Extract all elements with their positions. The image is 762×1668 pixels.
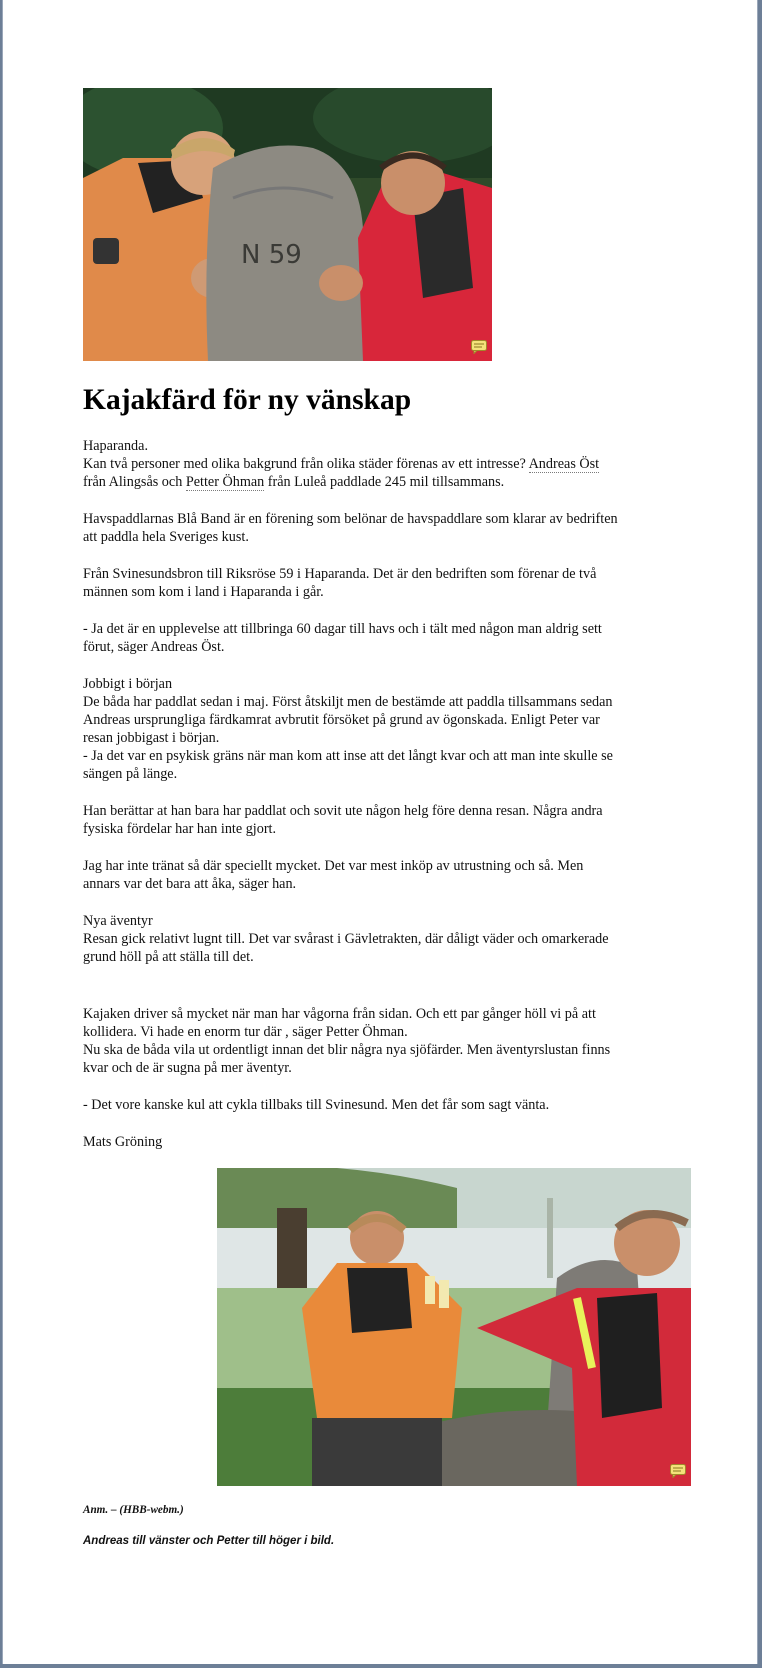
body-line: Jag har inte tränat så där speciellt mycket. Det var mest inköp av utrustning och så. Men — [83, 858, 584, 874]
photo-toast-art — [217, 1168, 691, 1486]
body-line: - Det vore kanske kul att cykla tillbaks till Svinesund. Men det får som sagt vänta. — [83, 1097, 550, 1113]
photo-caption: Andreas till vänster och Petter till höger i bild. — [83, 1535, 335, 1547]
body-text: Kan två personer med olika bakgrund från olika städer förenas av ett intresse? — [83, 456, 529, 472]
body-line: Nu ska de båda vila ut ordentligt innan det blir några nya sjöfärder. Men äventyrslustan finns — [83, 1042, 611, 1058]
body-text: från Luleå paddlade 245 mil tillsammans. — [264, 474, 505, 490]
comment-note-icon[interactable] — [670, 1464, 686, 1478]
photo-toast — [217, 1168, 691, 1486]
body-line: annars var det bara att åka, säger han. — [83, 876, 297, 892]
photo-border-stone-art — [83, 88, 492, 361]
body-line: sängen på länge. — [83, 766, 178, 782]
body-line: att paddla hela Sveriges kust. — [83, 529, 249, 545]
body-line: förut, säger Andreas Öst. — [83, 639, 225, 655]
body-line: grund höll på att ställa till det. — [83, 949, 254, 965]
article-title: Kajakfärd för ny vänskap — [83, 384, 412, 416]
body-line: De båda har paddlat sedan i maj. Först åtskiljt men de bestämde att paddla tillsammans sedan — [83, 694, 613, 710]
body-line: kvar och de är sugna på mer äventyr. — [83, 1060, 292, 1076]
subheading: Jobbigt i början — [83, 676, 173, 692]
body-line: kollidera. Vi hade en enorm tur där , säger Petter Öhman. — [83, 1024, 408, 1040]
author-byline: Mats Gröning — [83, 1134, 163, 1150]
body-line: männen som kom i land i Haparanda i går. — [83, 584, 324, 600]
body-line: Han berättar at han bara har paddlat och sovit ute någon helg före denna resan. Några andra — [83, 803, 603, 819]
person-name-petter[interactable]: Petter Öhman — [185, 474, 265, 490]
body-line: Kajaken driver så mycket när man har vågorna från sidan. Och ett par gånger höll vi på att — [83, 1006, 596, 1022]
body-line: Havspaddlarnas Blå Band är en förening som belönar de havspaddlare som klarar av bedriften — [83, 511, 618, 527]
body-line: - Ja det är en upplevelse att tillbringa 60 dagar till havs och i tält med någon man aldrig sett — [83, 621, 602, 637]
body-line — [83, 473, 504, 491]
body-text: från Alingsås och — [83, 474, 186, 490]
body-line: Andreas ursprungliga färdkamrat avbrutit försöket på grund av ögonskada. Enligt Peter var — [83, 712, 600, 728]
person-name-andreas[interactable]: Andreas Öst — [528, 456, 600, 472]
photo-border-stone — [83, 88, 492, 361]
body-line: Resan gick relativt lugnt till. Det var svårast i Gävletrakten, där dåligt väder och omarkerade — [83, 931, 609, 947]
body-line: resan jobbigast i början. — [83, 730, 220, 746]
document-page — [3, 0, 757, 1664]
subheading: Nya äventyr — [83, 913, 153, 929]
dateline: Haparanda. — [83, 438, 148, 454]
body-line: Från Svinesundsbron till Riksröse 59 i Haparanda. Det är den bedriften som förenar de två — [83, 566, 597, 582]
comment-note-icon[interactable] — [471, 340, 487, 354]
editor-note: Anm. – (HBB-webm.) — [83, 1504, 184, 1516]
stone-marker-text: N 59 — [241, 240, 302, 270]
body-line: fysiska fördelar har han inte gjort. — [83, 821, 277, 837]
body-line: - Ja det var en psykisk gräns när man kom att inse att det långt kvar och att man inte skulle se — [83, 748, 613, 764]
body-line — [83, 455, 599, 473]
